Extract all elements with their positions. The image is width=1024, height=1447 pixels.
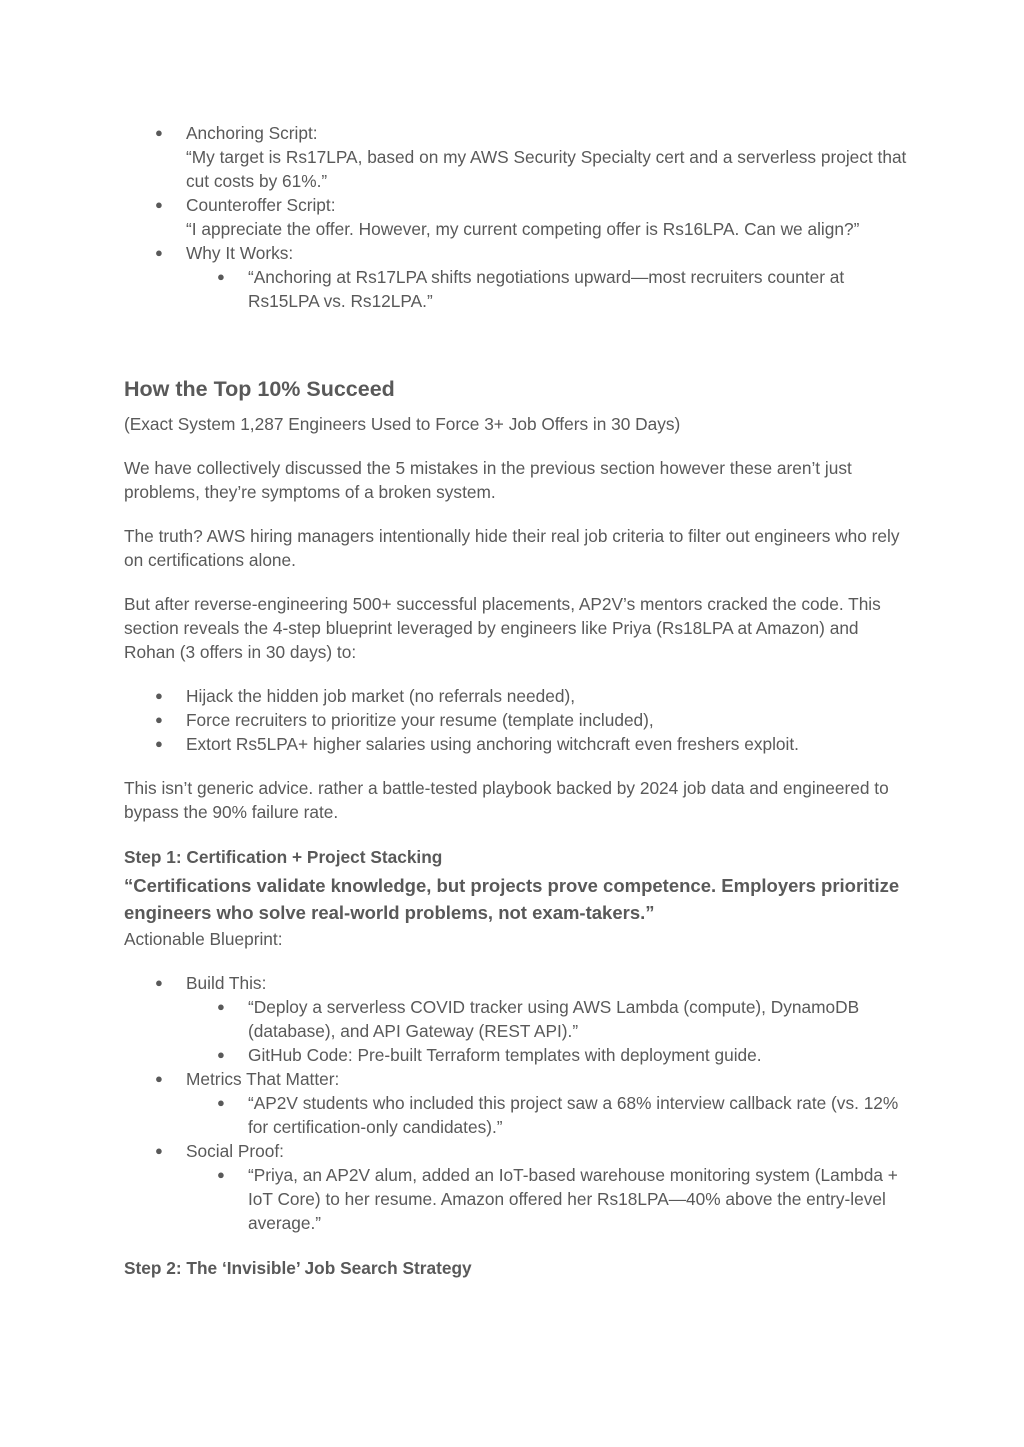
list-item	[124, 708, 914, 732]
intro-list	[124, 121, 914, 313]
list-item-label: Anchoring Script:	[186, 123, 318, 143]
benefits-list	[124, 684, 914, 756]
list-item	[124, 971, 914, 995]
section-title: How the Top 10% Succeed	[124, 377, 395, 401]
list-item-text: “I appreciate the offer. However, my current competing offer is Rs16LPA. Can we align?”	[186, 219, 860, 239]
bullet-icon: ●	[155, 688, 163, 703]
bullet-icon: ●	[155, 712, 163, 727]
sub-list-item	[124, 1163, 914, 1235]
paragraph: We have collectively discussed the 5 mistakes in the previous section however these aren’t just problems, they’re symptoms of a broken system.	[124, 458, 852, 502]
paragraph: This isn’t generic advice. rather a battle-tested playbook backed by 2024 job data and engineered to bypass the 90% failure rate.	[124, 778, 889, 822]
bullet-icon: ●	[217, 999, 225, 1014]
sub-list-item-text: “Anchoring at Rs17LPA shifts negotiations upward—most recruiters counter at Rs15LPA vs. Rs12LPA.”	[248, 267, 845, 311]
list-item-text: Extort Rs5LPA+ higher salaries using anchoring witchcraft even freshers exploit.	[186, 734, 799, 754]
section-subtitle: (Exact System 1,287 Engineers Used to Force 3+ Job Offers in 30 Days)	[124, 414, 681, 434]
list-item	[124, 121, 914, 193]
list-item-label: Why It Works:	[186, 243, 294, 263]
list-item-text: Force recruiters to prioritize your resume (template included),	[186, 710, 654, 730]
list-item	[124, 1067, 914, 1091]
sub-list-item-text: “Priya, an AP2V alum, added an IoT-based warehouse monitoring system (Lambda + IoT Core) to her resume. Amazon offered her Rs18LPA—40% above the entry-level average.”	[248, 1165, 898, 1233]
list-item	[124, 684, 914, 708]
bullet-icon: ●	[155, 125, 163, 140]
list-item-label: Counteroffer Script:	[186, 195, 336, 215]
document-page	[124, 121, 914, 1280]
sub-list-item-text: “Deploy a serverless COVID tracker using AWS Lambda (compute), DynamoDB (database), and API Gateway (REST API).”	[248, 997, 860, 1041]
sub-list-item-text: “AP2V students who included this project saw a 68% interview callback rate (vs. 12% for certification-only candidates).”	[248, 1093, 899, 1137]
list-item-label: Metrics That Matter:	[186, 1069, 340, 1089]
sub-list-item	[124, 1091, 914, 1139]
paragraph: But after reverse-engineering 500+ successful placements, AP2V’s mentors cracked the code. This section reveals the 4-step blueprint leveraged by engineers like Priya (Rs18LPA at Amazon) and Rohan (3 offers in 30 days) to:	[124, 594, 881, 662]
bullet-icon: ●	[155, 1143, 163, 1158]
bullet-icon: ●	[155, 197, 163, 212]
bullet-icon: ●	[217, 1095, 225, 1110]
step-heading: Step 2: The ‘Invisible’ Job Search Strategy	[124, 1258, 472, 1278]
list-item-label: Social Proof:	[186, 1141, 284, 1161]
bullet-icon: ●	[155, 975, 163, 990]
list-item	[124, 241, 914, 265]
bullet-icon: ●	[155, 245, 163, 260]
bullet-icon: ●	[217, 1047, 225, 1062]
sub-list-item-text: GitHub Code: Pre-built Terraform templates with deployment guide.	[248, 1045, 762, 1065]
blueprint-list	[124, 971, 914, 1235]
list-item-text: “My target is Rs17LPA, based on my AWS Security Specialty cert and a serverless project that cut costs by 61%.”	[186, 147, 907, 191]
bullet-icon: ●	[217, 1167, 225, 1182]
paragraph: The truth? AWS hiring managers intentionally hide their real job criteria to filter out engineers who rely on certifications alone.	[124, 526, 900, 570]
sub-list-item	[124, 1043, 914, 1067]
list-item	[124, 732, 914, 756]
list-item-text: Hijack the hidden job market (no referrals needed),	[186, 686, 576, 706]
blueprint-label: Actionable Blueprint:	[124, 929, 283, 949]
list-item-label: Build This:	[186, 973, 267, 993]
list-item	[124, 1139, 914, 1163]
step-quote: “Certifications validate knowledge, but projects prove competence. Employers prioritize engineers who solve real-world problems, not exam-takers.”	[124, 875, 900, 923]
sub-list-item	[124, 265, 914, 313]
list-item	[124, 193, 914, 241]
bullet-icon: ●	[155, 1071, 163, 1086]
step-heading: Step 1: Certification + Project Stacking	[124, 847, 443, 867]
sub-list-item	[124, 995, 914, 1043]
bullet-icon: ●	[155, 736, 163, 751]
bullet-icon: ●	[217, 269, 225, 284]
